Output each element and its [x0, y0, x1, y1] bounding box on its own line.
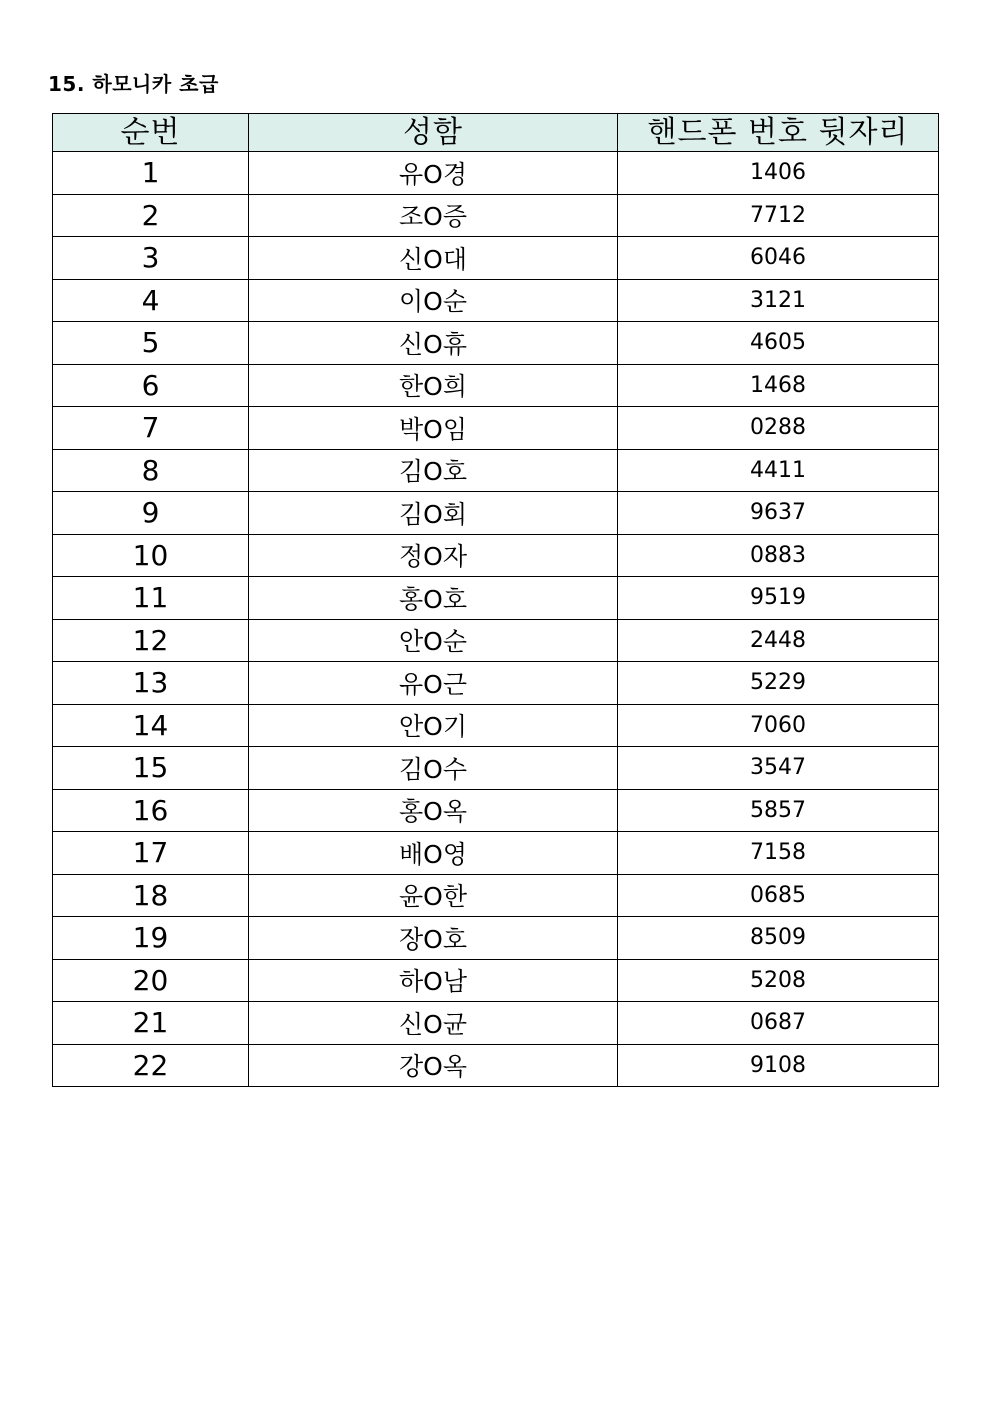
row-number: 20 [53, 959, 249, 1002]
row-number: 9 [53, 492, 249, 535]
table-row [53, 407, 939, 450]
row-name: 안O순 [249, 619, 618, 662]
table-row [53, 364, 939, 407]
row-name: 한O희 [249, 364, 618, 407]
row-name: 윤O한 [249, 874, 618, 917]
row-number: 2 [53, 194, 249, 237]
table-row [53, 662, 939, 705]
table-row [53, 1044, 939, 1087]
table-row [53, 492, 939, 535]
row-phone-digits: 1468 [618, 364, 939, 407]
row-phone-digits: 1406 [618, 152, 939, 195]
row-number: 21 [53, 1002, 249, 1045]
table-row [53, 917, 939, 960]
header-phone-last-digits: 핸드폰 번호 뒷자리 [618, 114, 939, 152]
row-phone-digits: 7060 [618, 704, 939, 747]
row-phone-digits: 2448 [618, 619, 939, 662]
table-row [53, 152, 939, 195]
row-phone-digits: 0883 [618, 534, 939, 577]
row-name: 김O수 [249, 747, 618, 790]
table-row [53, 747, 939, 790]
table-row [53, 279, 939, 322]
roster-body [53, 152, 939, 1087]
table-row [53, 322, 939, 365]
row-phone-digits: 7158 [618, 832, 939, 875]
row-phone-digits: 9637 [618, 492, 939, 535]
row-phone-digits: 4411 [618, 449, 939, 492]
row-phone-digits: 5857 [618, 789, 939, 832]
row-name: 홍O옥 [249, 789, 618, 832]
row-phone-digits: 9108 [618, 1044, 939, 1087]
table-row [53, 832, 939, 875]
table-row [53, 959, 939, 1002]
row-number: 4 [53, 279, 249, 322]
row-name: 신O균 [249, 1002, 618, 1045]
table-row [53, 577, 939, 620]
document-title: 15. 하모니카 초급 [48, 72, 219, 96]
row-name: 홍O호 [249, 577, 618, 620]
row-name: 김O회 [249, 492, 618, 535]
row-number: 18 [53, 874, 249, 917]
row-phone-digits: 7712 [618, 194, 939, 237]
row-name: 박O임 [249, 407, 618, 450]
row-number: 6 [53, 364, 249, 407]
table-row [53, 874, 939, 917]
row-number: 1 [53, 152, 249, 195]
row-number: 19 [53, 917, 249, 960]
row-number: 14 [53, 704, 249, 747]
row-name: 신O대 [249, 237, 618, 280]
row-name: 이O순 [249, 279, 618, 322]
row-number: 11 [53, 577, 249, 620]
row-phone-digits: 5208 [618, 959, 939, 1002]
row-name: 안O기 [249, 704, 618, 747]
header-name: 성함 [249, 114, 618, 152]
row-number: 5 [53, 322, 249, 365]
row-name: 유O근 [249, 662, 618, 705]
row-name: 유O경 [249, 152, 618, 195]
row-phone-digits: 9519 [618, 577, 939, 620]
table-row [53, 449, 939, 492]
row-name: 강O옥 [249, 1044, 618, 1087]
row-number: 17 [53, 832, 249, 875]
header-number: 순번 [53, 114, 249, 152]
table-row [53, 619, 939, 662]
row-number: 16 [53, 789, 249, 832]
row-phone-digits: 6046 [618, 237, 939, 280]
table-row [53, 534, 939, 577]
row-name: 배O영 [249, 832, 618, 875]
row-name: 조O증 [249, 194, 618, 237]
table-row [53, 237, 939, 280]
row-name: 장O호 [249, 917, 618, 960]
table-header-row [53, 114, 939, 152]
row-number: 13 [53, 662, 249, 705]
row-phone-digits: 0685 [618, 874, 939, 917]
row-phone-digits: 5229 [618, 662, 939, 705]
row-phone-digits: 3547 [618, 747, 939, 790]
roster-table [52, 113, 939, 1087]
row-phone-digits: 4605 [618, 322, 939, 365]
row-name: 김O호 [249, 449, 618, 492]
row-name: 신O휴 [249, 322, 618, 365]
row-phone-digits: 0687 [618, 1002, 939, 1045]
table-row [53, 704, 939, 747]
table-row [53, 1002, 939, 1045]
row-name: 정O자 [249, 534, 618, 577]
row-phone-digits: 0288 [618, 407, 939, 450]
row-number: 22 [53, 1044, 249, 1087]
row-number: 12 [53, 619, 249, 662]
row-number: 10 [53, 534, 249, 577]
row-number: 15 [53, 747, 249, 790]
row-number: 7 [53, 407, 249, 450]
table-row [53, 789, 939, 832]
row-phone-digits: 8509 [618, 917, 939, 960]
row-number: 3 [53, 237, 249, 280]
row-phone-digits: 3121 [618, 279, 939, 322]
row-name: 하O남 [249, 959, 618, 1002]
row-number: 8 [53, 449, 249, 492]
table-row [53, 194, 939, 237]
